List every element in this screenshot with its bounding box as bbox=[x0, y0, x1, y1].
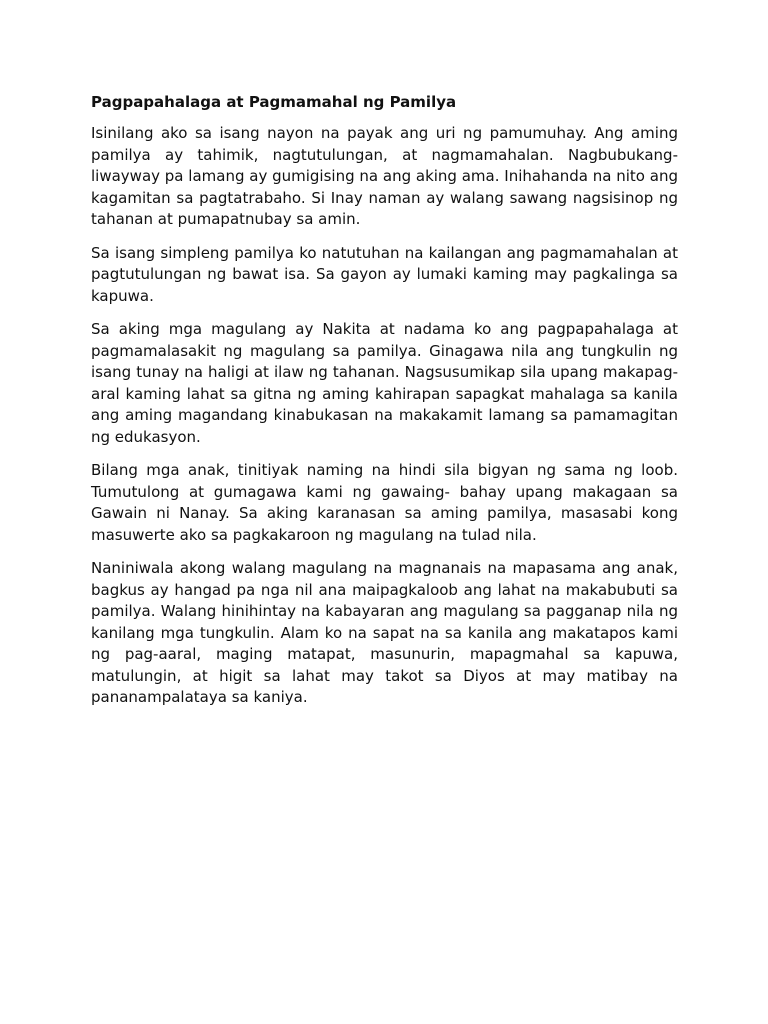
document-title: Pagpapahalaga at Pagmamahal ng Pamilya bbox=[91, 93, 457, 111]
paragraph-4: Bilang mga anak, tinitiyak naming na hindi sila bigyan ng sama ng loob. Tumutulong at gumagawa kami ng gawaing- bahay upang makagaan sa Gawain ni Nanay. Sa aking karanasan sa aming pamilya, masasabi kong masuwerte ako sa pagkakaroon ng magulang na tulad nila. bbox=[91, 461, 678, 544]
paragraph-3: Sa aking mga magulang ay Nakita at nadama ko ang pagpapahalaga at pagmamalasakit ng magulang sa pamilya. Ginagawa nila ang tungkulin ng isang tunay na haligi at ilaw ng tahanan. Nagsusumikap sila upang makapag-aral kaming lahat sa gitna ng aming kahirapan sapagkat mahalaga sa kanila ang aming magandang kinabukasan na makakamit lamang sa pamamagitan ng edukasyon. bbox=[91, 320, 678, 446]
paragraph-5: Naniniwala akong walang magulang na magnanais na mapasama ang anak, bagkus ay hangad pa nga nil ana maipagkaloob ang lahat na makabubuti sa pamilya. Walang hinihintay na kabayaran ang magulang sa pagganap nila ng kanilang mga tungkulin. Alam ko na sapat na sa kanila ang makatapos kami ng pag-aaral, maging matapat, masunurin, mapagmahal sa kapuwa, matulungin, at higit sa lahat may takot sa Diyos at may matibay na pananampalataya sa kaniya. bbox=[91, 559, 678, 706]
paragraph-1: Isinilang ako sa isang nayon na payak ang uri ng pamumuhay. Ang aming pamilya ay tahimik, nagtutulungan, at nagmamahalan. Nagbubukang-liwayway pa lamang ay gumigising na ang aking ama. Inihahanda na nito ang kagamitan sa pagtatrabaho. Si Inay naman ay walang sawang nagsisinop ng tahanan at pumapatnubay sa amin. bbox=[91, 124, 678, 228]
paragraph-2: Sa isang simpleng pamilya ko natutuhan na kailangan ang pagmamahalan at pagtutulungan ng bawat isa. Sa gayon ay lumaki kaming may pagkalinga sa kapuwa. bbox=[91, 243, 678, 305]
